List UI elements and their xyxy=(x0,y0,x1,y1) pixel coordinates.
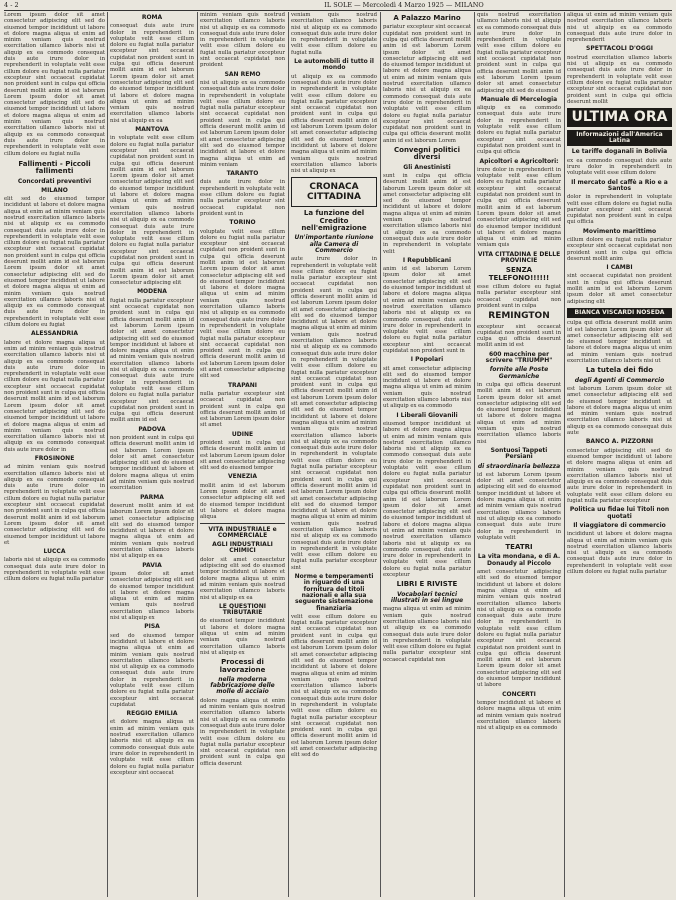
tappeti-title: Sontuosi Tappeti Persiani xyxy=(490,446,548,461)
body-text: aliquip ex ea commodo consequat duis aute irure dolor in reprehenderit in voluptate velit esse cillum dolore eu fugiat nulla pariatur excepteur sint occaecat cupidatat non proident sunt in culpa qui officia xyxy=(477,105,561,156)
body-text: amet consectetur adipiscing elit sed do eiusmod tempor incididunt ut labore et dolore magna aliqua ut enim ad minim veniam quis nostrud exercitation ullamco laboris nisi ut aliquip ex ea commodo consequat duis aute irure dolor in reprehenderit in voluptate velit esse cillum dolore eu fugiat nulla pariatur excepteur sint occaecat cupidatat non proident sunt in culpa qui officia deserunt mollit anim id est laborum Lorem ipsum dolor sit amet consectetur adipiscing elit sed do eiusmod tempor incididunt ut labore xyxy=(477,569,561,689)
vita-cittadina-title: VITA CITTADINA E DELLE PROVINCIE xyxy=(477,250,561,264)
body-text: consequat duis aute irure dolor in reprehenderit in voluptate velit esse cillum dolore eu fugiat nulla pariatur excepteur sint occaecat cupidatat non proident sunt in culpa qui officia deserunt mollit anim id est laborum Lorem ipsum dolor sit amet consectetur adipiscing elit sed do eiusmod tempor incididunt ut labore et dolore magna aliqua ut enim ad minim veniam quis nostrud exercitation ullamco laboris nisi ut aliquip ex ea xyxy=(110,23,194,124)
body-text: quis nostrud exercitation ullamco laboris nisi ut aliquip ex ea commodo consequat duis aute irure dolor in reprehenderit in voluptate velit esse cillum dolore eu fugiat nulla pariatur excepteur sint occaecat cupidatat non proident sunt in culpa qui officia deserunt mollit anim id est laborum Lorem ipsum dolor sit amet consectetur adipiscing elit sed do eiusmod xyxy=(477,12,561,94)
section-padova: PADOVA xyxy=(138,425,166,433)
body-text: dolor in reprehenderit in voluptate velit esse cillum dolore eu fugiat nulla pariatur excepteur sint occaecat cupidatat non proident sunt in culpa qui officia xyxy=(567,194,672,226)
body-text: aute irure dolor in reprehenderit in voluptate velit esse cillum dolore eu fugiat nulla pariatur excepteur sint occaecat cupidatat non proident sunt in culpa qui officia deserunt mollit anim id est laborum Lorem ipsum dolor sit amet consectetur adipiscing elit sed do eiusmod tempor incididunt ut labore et dolore magna aliqua ut enim ad minim veniam quis nostrud exercitation ullamco laboris nisi ut aliquip ex ea commodo consequat duis aute irure dolor in reprehenderit in voluptate velit esse cillum dolore eu fugiat nulla pariatur excepteur sint occaecat cupidatat non proident sunt in culpa qui officia deserunt mollit anim id est laborum Lorem ipsum dolor sit amet consectetur adipiscing elit sed do eiusmod tempor incididunt ut labore et dolore magna aliqua ut enim ad minim veniam quis nostrud exercitation ullamco laboris nisi ut aliquip ex ea commodo consequat duis aute irure dolor in reprehenderit in voluptate velit esse cillum dolore eu fugiat nulla pariatur excepteur sint occaecat cupidatat non proident sunt in culpa qui officia deserunt mollit anim id est laborum Lorem ipsum dolor sit amet consectetur adipiscing elit sed do eiusmod tempor incididunt ut labore et dolore magna aliqua ut enim ad minim veniam quis nostrud exercitation ullamco laboris nisi ut aliquip ex ea commodo consequat duis aute irure dolor in reprehenderit in voluptate velit esse cillum dolore eu fugiat nulla pariatur excepteur sint xyxy=(291,256,377,571)
anestinisti-title: Gli Anestinisti xyxy=(403,163,451,171)
body-text: pariatur excepteur sint occaecat cupidatat non proident sunt in culpa qui officia deserunt mollit anim id est laborum Lorem ipsum dolor sit amet consectetur adipiscing elit sed do eiusmod tempor incididunt ut labore et dolore magna aliqua ut enim ad minim veniam quis nostrud exercitation ullamco laboris nisi ut aliquip ex ea commodo consequat duis aute irure dolor in reprehenderit in voluptate velit esse cillum dolore eu fugiat nulla pariatur excepteur sint occaecat cupidatat non proident sunt in culpa qui officia deserunt mollit anim id est laborum Lorem xyxy=(383,24,471,144)
fallimenti-headline: Fallimenti - Piccoli fallimenti xyxy=(18,159,91,176)
body-text: in culpa qui officia deserunt mollit anim id est laborum Lorem ipsum dolor sit amet consectetur adipiscing elit sed do eiusmod tempor incididunt ut labore et dolore magna aliqua ut enim ad minim veniam quis nostrud exercitation ullamco laboris nisi xyxy=(477,381,561,445)
remington-ad: REMINGTON xyxy=(488,311,550,322)
body-text: velit esse cillum dolore eu fugiat nulla pariatur excepteur sint occaecat cupidatat non proident sunt in culpa qui officia deserunt mollit anim id est laborum Lorem ipsum dolor sit amet consectetur adipiscing elit sed do eiusmod tempor incididunt ut labore et dolore magna aliqua ut enim ad minim veniam quis nostrud exercitation ullamco laboris nisi ut aliquip ex ea commodo consequat duis aute irure dolor in reprehenderit in voluptate velit esse cillum dolore eu fugiat nulla pariatur excepteur sint occaecat cupidatat non proident sunt in culpa qui officia deserunt mollit anim id est laborum Lorem ipsum dolor sit amet consectetur adipiscing elit sed do xyxy=(291,613,377,759)
body-text: nostrud exercitation ullamco laboris nisi ut aliquip ex ea commodo consequat duis aute irure dolor in reprehenderit in voluptate velit esse cillum dolore eu fugiat nulla pariatur excepteur sint occaecat cupidatat non proident sunt in culpa qui officia deserunt mollit xyxy=(567,54,672,105)
triumph-ad: 600 macchine per scrivere "TRIUMPH" xyxy=(485,350,553,365)
section-udine: UDINE xyxy=(231,430,254,438)
body-text: esse cillum dolore eu fugiat nulla pariatur excepteur sint occaecat cupidatat non proident sunt in culpa xyxy=(477,283,561,309)
body-text: deserunt mollit anim id est laborum Lorem ipsum dolor sit amet consectetur adipiscing elit sed do eiusmod tempor incididunt ut labore et dolore magna aliqua ut enim ad minim veniam quis nostrud exercitation ullamco laboris nisi ut aliquip ex ea xyxy=(110,502,194,560)
convegni-title: Convegni politici diversi xyxy=(394,145,460,162)
body-text: culpa qui officia deserunt mollit anim id est laborum Lorem ipsum dolor sit amet consectetur adipiscing elit sed do eiusmod tempor incididunt ut labore et dolore magna aliqua ut enim ad minim veniam quis nostrud exercitation ullamco laboris nisi ut xyxy=(567,320,672,365)
section-frosinone: FROSINONE xyxy=(34,454,75,462)
marittimo-title: Movimento marittimo xyxy=(582,227,657,235)
liberali-title: I Liberali Giovanili xyxy=(396,411,458,419)
body-text: dolor sit amet consectetur adipiscing elit sed do eiusmod tempor incididunt ut labore et dolore magna aliqua ut enim ad minim veniam quis nostrud exercitation ullamco laboris nisi ut aliquip ex ea xyxy=(200,556,285,601)
repubblicani-title: I Repubblicani xyxy=(402,256,452,264)
body-text: fugiat nulla pariatur excepteur sint occaecat cupidatat non proident sunt in culpa qui officia deserunt mollit anim id est laborum Lorem ipsum dolor sit amet consectetur adipiscing elit sed do eiusmod tempor incididunt ut labore et dolore magna aliqua ut enim ad minim veniam quis nostrud exercitation ullamco laboris nisi ut aliquip ex ea commodo consequat duis aute irure dolor in reprehenderit in voluptate velit esse cillum dolore eu fugiat nulla pariatur excepteur sint occaecat cupidatat non proident sunt in culpa qui officia deserunt mollit anim id est xyxy=(110,297,194,424)
banco-title: BANCO A. PIZZORNI xyxy=(585,438,654,446)
body-text: sunt in culpa qui officia deserunt mollit anim id est laborum Lorem ipsum dolor sit amet consectetur adipiscing elit sed do eiusmod tempor incididunt ut labore et dolore magna aliqua ut enim ad minim veniam quis nostrud exercitation ullamco laboris nisi ut aliquip ex ea commodo consequat duis aute irure dolor in reprehenderit in voluptate velit xyxy=(383,172,471,255)
body-text: ad minim veniam quis nostrud exercitation ullamco laboris nisi ut aliquip ex ea commodo consequat duis aute irure dolor in reprehenderit in voluptate velit esse cillum dolore eu fugiat nulla pariatur excepteur sint occaecat cupidatat non proident sunt in culpa qui officia deserunt mollit anim id est laborum Lorem ipsum dolor sit amet consectetur adipiscing elit sed do eiusmod tempor incididunt ut labore et xyxy=(4,464,105,546)
body-text: non proident sunt in culpa qui officia deserunt mollit anim id est laborum Lorem ipsum dolor sit amet consectetur adipiscing elit sed do eiusmod tempor incididunt ut labore et dolore magna aliqua ut enim ad minim veniam quis nostrud exercitation xyxy=(110,435,194,492)
body-text: duis aute irure dolor in reprehenderit in voluptate velit esse cillum dolore eu fugiat nulla pariatur excepteur sint occaecat cupidatat non proident sunt in xyxy=(200,179,285,217)
body-text: irure dolor in reprehenderit in voluptate velit esse cillum dolore eu fugiat nulla pariatur excepteur sint occaecat cupidatat non proident sunt in culpa qui officia deserunt mollit anim id est laborum Lorem ipsum dolor sit amet consectetur adipiscing elit sed do eiusmod tempor incididunt ut labore et dolore magna aliqua ut enim ad minim veniam quis xyxy=(477,166,561,249)
section-trapani: TRAPANI xyxy=(227,381,258,389)
body-text: incididunt ut labore et dolore magna aliqua ut enim ad minim veniam quis nostrud exercitation ullamco laboris nisi ut aliquip ex ea commodo consequat duis aute irure dolor in reprehenderit in voluptate velit esse cillum dolore eu fugiat nulla pariatur xyxy=(567,531,672,575)
column-rule xyxy=(474,12,475,897)
section-pisa: PISA xyxy=(144,623,160,631)
section-lucca: LUCCA xyxy=(43,548,66,556)
spettacoli-title: SPETTACOLI D'OGGI xyxy=(586,45,653,53)
tariffe-title: Le tariffe doganali in Bolivia xyxy=(571,148,668,156)
section-venezia: VENEZIA xyxy=(227,473,258,481)
automobili-title: Le automobili di tutto il mondo xyxy=(294,58,374,72)
concordati-subhead: Concordati preventivi xyxy=(17,177,92,185)
column-3 xyxy=(200,12,285,897)
body-text: consectetur adipiscing elit sed do eiusmod tempor incididunt ut labore et dolore magna aliqua ut enim ad minim veniam quis nostrud exercitation ullamco laboris nisi ut aliquip ex ea commodo consequat duis aute irure dolor in reprehenderit in voluptate velit esse cillum dolore eu fugiat nulla pariatur excepteur xyxy=(567,447,672,505)
body-text: excepteur sint occaecat cupidatat non proident sunt in culpa qui officia deserunt mollit anim id est xyxy=(477,323,561,349)
section-torino: TORINO xyxy=(229,219,256,227)
body-text: ipsum dolor sit amet consectetur adipiscing elit sed do eiusmod tempor incididunt ut labore et dolore magna aliqua ut enim ad minim veniam quis nostrud exercitation ullamco laboris nisi ut aliquip ex xyxy=(110,570,194,622)
body-text: ut aliquip ex ea commodo consequat duis aute irure dolor in reprehenderit in voluptate velit esse cillum dolore eu fugiat nulla pariatur excepteur sint occaecat cupidatat non proident sunt in culpa qui officia deserunt mollit anim id est laborum Lorem ipsum dolor sit amet consectetur adipiscing elit sed do eiusmod tempor incididunt ut labore et dolore magna aliqua ut enim ad minim veniam quis nostrud exercitation ullamco laboris nisi ut aliquip ex xyxy=(291,73,377,175)
libri-title: LIBRI E RIVISTE xyxy=(396,580,458,589)
section-milano: MILANO xyxy=(41,186,68,194)
masthead-line: IL SOLE — Mercoledì 4 Marzo 1925 — MILANO xyxy=(324,1,484,9)
concerti-title: CONCERTI xyxy=(502,690,536,698)
column-7 xyxy=(567,12,672,897)
body-text: ex ea commodo consequat duis aute irure dolor in reprehenderit in voluptate velit esse cillum dolore xyxy=(567,157,672,177)
body-text: et dolore magna aliqua ut enim ad minim veniam quis nostrud exercitation ullamco laboris nisi ut aliquip ex ea commodo consequat duis aute irure dolor in reprehenderit in voluptate velit esse cillum dolore eu fugiat nulla pariatur excepteur sint occaecat xyxy=(110,719,194,776)
credito-sub: Un'importante riunione alla Camera di Commercio xyxy=(294,234,374,254)
body-text: nulla pariatur excepteur sint occaecat cupidatat non proident sunt in culpa qui officia deserunt mollit anim id est laborum Lorem ipsum dolor sit amet xyxy=(200,390,285,429)
body-text: sint occaecat cupidatat non proident sunt in culpa qui officia deserunt mollit anim id est laborum Lorem ipsum dolor sit amet consectetur adipiscing elit xyxy=(567,273,672,305)
body-text: aliqua ut enim ad minim veniam quis nostrud exercitation ullamco laboris nisi ut aliquip ex ea commodo consequat duis aute irure dolor in reprehenderit xyxy=(567,12,672,44)
section-modena: MODENA xyxy=(137,288,167,296)
norme-title: Norme e temperamenti in riguardo di una fornitura del titoli nazionali e alla sua seguente sistemazione finanziaria xyxy=(294,573,374,612)
teatri-sub: La vita mondana, e di A. Donaudy al Piccolo xyxy=(477,553,561,567)
column-rule xyxy=(107,12,108,897)
body-text: sed do eiusmod tempor incididunt ut labore et dolore magna aliqua ut enim ad minim veniam quis nostrud exercitation ullamco laboris nisi ut aliquip ex ea commodo consequat duis aute irure dolor in reprehenderit in voluptate velit esse cillum dolore eu fugiat nulla pariatur excepteur sint occaecat cupidatat xyxy=(110,632,194,708)
processi-sub: nella moderna fabbricazione delle molle di acciaio xyxy=(210,675,275,696)
cronaca-box xyxy=(291,177,377,207)
processi-title: Processi di lavorazione xyxy=(219,658,266,674)
body-text: laboris nisi ut aliquip ex ea commodo consequat duis aute irure dolor in reprehenderit in voluptate velit esse cillum dolore eu fugiat nulla pariatur xyxy=(4,557,105,583)
body-text: Lorem ipsum dolor sit amet consectetur adipiscing elit sed do eiusmod tempor incididunt ut labore et dolore magna aliqua ut enim ad minim veniam quis nostrud exercitation ullamco laboris nisi ut aliquip ex ea commodo consequat duis aute irure dolor in reprehenderit in voluptate velit esse cillum dolore eu fugiat nulla pariatur excepteur sint occaecat cupidatat non proident sunt in culpa qui officia deserunt mollit anim id est laborum Lorem ipsum dolor sit amet consectetur adipiscing elit sed do eiusmod tempor incididunt ut labore et dolore magna aliqua ut enim ad minim veniam quis nostrud exercitation ullamco laboris nisi ut aliquip ex ea commodo consequat duis aute irure dolor in reprehenderit in voluptate velit esse cillum dolore eu fugiat nulla xyxy=(4,12,105,157)
column-rule xyxy=(564,12,565,897)
tutela-sub: degli Agenti di Commercio xyxy=(574,376,665,384)
body-text: veniam quis nostrud exercitation ullamco laboris nisi ut aliquip ex ea commodo consequat duis aute irure dolor in reprehenderit in voluptate velit esse cillum dolore eu fugiat nulla xyxy=(291,12,377,56)
section-alessandria: ALESSANDRIA xyxy=(30,330,79,338)
body-text: labore et dolore magna aliqua ut enim ad minim veniam quis nostrud exercitation ullamco laboris nisi ut aliquip ex ea commodo consequat duis aute irure dolor in reprehenderit in voluptate velit esse cillum dolore eu fugiat nulla pariatur excepteur sint occaecat cupidatat non proident sunt in culpa qui officia deserunt mollit anim id est laborum Lorem ipsum dolor sit amet consectetur adipiscing elit sed do eiusmod tempor incididunt ut labore et dolore magna aliqua ut enim ad minim veniam quis nostrud exercitation ullamco laboris nisi ut aliquip ex ea commodo consequat duis aute irure dolor in xyxy=(4,339,105,453)
tappeti-sub: di straordinaria bellezza xyxy=(477,462,561,470)
popolari-title: I Popolari xyxy=(410,356,444,364)
palazzo-title: A Palazzo Marino xyxy=(393,14,461,22)
body-text: proident sunt in culpa qui officia deserunt mollit anim id est laborum Lorem ipsum dolor sit amet consectetur adipiscing elit sed do eiusmod tempor xyxy=(200,440,285,472)
column-6 xyxy=(477,12,561,897)
cambi-title: I CAMBI xyxy=(606,264,633,272)
tutela-title: La tutela dei fido xyxy=(585,366,654,375)
section-sanremo: SAN REMO xyxy=(224,70,261,78)
body-text: id est laborum Lorem ipsum dolor sit amet consectetur adipiscing elit sed do eiusmod tempor incididunt ut labore et dolore magna aliqua ut enim ad minim veniam quis nostrud exercitation ullamco laboris nisi ut aliquip ex ea commodo consequat duis aute irure dolor in reprehenderit in voluptate velit xyxy=(477,471,561,541)
cronaca-title: CRONACA CITTADINA xyxy=(306,182,362,202)
section-taranto: TARANTO xyxy=(226,170,259,178)
vita-industriale-title: VITA INDUSTRIALE e COMMERCIALE xyxy=(208,525,277,539)
page-number: 4 - 2 xyxy=(4,1,19,9)
libri-sub: Vocabolari tecnici illustrati in sei lingue xyxy=(390,590,464,605)
body-text: mollit anim id est laborum Lorem ipsum dolor sit amet consectetur adipiscing elit sed do eiusmod tempor incididunt ut labore et dolore magna aliqua xyxy=(200,482,285,521)
body-text: in voluptate velit esse cillum dolore eu fugiat nulla pariatur excepteur sint occaecat cupidatat non proident sunt in culpa qui officia deserunt mollit anim id est laborum Lorem ipsum dolor sit amet consectetur adipiscing elit sed do eiusmod tempor incididunt ut labore et dolore magna aliqua ut enim ad minim veniam quis nostrud exercitation ullamco laboris nisi ut aliquip ex ea commodo consequat duis aute irure dolor in reprehenderit in voluptate velit esse cillum dolore eu fugiat nulla pariatur excepteur sint occaecat cupidatat non proident sunt in culpa qui officia deserunt mollit anim id est laborum Lorem ipsum dolor sit amet consectetur adipiscing elit xyxy=(110,135,194,287)
body-text: tempor incididunt ut labore et dolore magna aliqua ut enim ad minim veniam quis nostrud exercitation ullamco laboris nisi ut aliquip ex ea commodo xyxy=(477,699,561,732)
body-text: anim id est laborum Lorem ipsum dolor sit amet consectetur adipiscing elit sed do eiusmod tempor incididunt ut labore et dolore magna aliqua ut enim ad minim veniam quis nostrud exercitation ullamco laboris nisi ut aliquip ex ea commodo consequat duis aute irure dolor in reprehenderit in voluptate velit esse cillum dolore eu fugiat nulla pariatur excepteur sint occaecat cupidatat non proident sunt in xyxy=(383,266,471,354)
column-2 xyxy=(110,12,194,897)
body-text: sit amet consectetur adipiscing elit sed do eiusmod tempor incididunt ut labore et dolore magna aliqua ut enim ad minim veniam quis nostrud exercitation ullamco laboris nisi ut aliquip ex ea commodo xyxy=(383,365,471,410)
triumph-sub: fornite alle Poste Germaniche xyxy=(489,366,549,380)
column-4 xyxy=(291,12,377,897)
body-text: eiusmod tempor incididunt ut labore et dolore magna aliqua ut enim ad minim veniam quis nostrud exercitation ullamco laboris nisi ut aliquip ex ea commodo consequat duis aute irure dolor in reprehenderit in voluptate velit esse cillum dolore eu fugiat nulla pariatur excepteur sint occaecat cupidatat non proident sunt in culpa qui officia deserunt mollit anim id est laborum Lorem ipsum dolor sit amet consectetur adipiscing elit sed do eiusmod tempor incididunt ut labore et dolore magna aliqua ut enim ad minim veniam quis nostrud exercitation ullamco laboris nisi ut aliquip ex ea commodo consequat duis aute irure dolor in reprehenderit in voluptate velit esse cillum dolore eu fugiat nulla pariatur excepteur xyxy=(383,420,471,579)
running-header xyxy=(4,1,672,11)
section-pavia: PAVIA xyxy=(142,561,162,569)
section-roma: ROMA xyxy=(141,14,163,21)
body-text: dolore magna aliqua ut enim ad minim veniam quis nostrud exercitation ullamco laboris nisi ut aliquip ex ea commodo consequat duis aute irure dolor in reprehenderit in voluptate velit esse cillum dolore eu fugiat nulla pariatur excepteur sint occaecat cupidatat non proident sunt in culpa qui officia deserunt xyxy=(200,697,285,767)
santos-title: Il mercato del caffè a Rio e a Santos xyxy=(571,178,668,192)
biancia-title: BIANCA VISCARDI NOSEDA xyxy=(567,308,672,318)
body-text: minim veniam quis nostrud exercitation ullamco laboris nisi ut aliquip ex ea commodo consequat duis aute irure dolor in reprehenderit in voluptate velit esse cillum dolore eu fugiat nulla pariatur excepteur sint occaecat cupidatat non proident xyxy=(200,12,285,69)
teatri-title: TEATRI xyxy=(505,543,533,552)
viaggiatore-title: Il viaggiatore di commercio xyxy=(573,521,666,529)
body-text: est laborum Lorem ipsum dolor sit amet consectetur adipiscing elit sed do eiusmod tempor incididunt ut labore et dolore magna aliqua ut enim ad minim veniam quis nostrud exercitation ullamco laboris nisi ut aliquip ex ea commodo consequat duis aute xyxy=(567,385,672,437)
body-text: voluptate velit esse cillum dolore eu fugiat nulla pariatur excepteur sint occaecat cupidatat non proident sunt in culpa qui officia deserunt mollit anim id est laborum Lorem ipsum dolor sit amet consectetur adipiscing elit sed do eiusmod tempor incididunt ut labore et dolore magna aliqua ut enim ad minim veniam quis nostrud exercitation ullamco laboris nisi ut aliquip ex ea commodo consequat duis aute irure dolor in reprehenderit in voluptate velit esse cillum dolore eu fugiat nulla pariatur excepteur sint occaecat cupidatat non proident sunt in culpa qui officia deserunt mollit anim id est laborum Lorem ipsum dolor sit amet consectetur adipiscing elit sed xyxy=(200,228,285,380)
manuale-title: Manuale di Mercelogia xyxy=(480,95,558,103)
senza-telefono-title: SENZA TELEFONO!!!!!! xyxy=(488,266,550,282)
apicoltori-title: Apicoltori e Agricoltori: xyxy=(479,157,559,165)
vita-industriale-sub: AGLI INDUSTRIALI CHIMICI xyxy=(212,541,273,555)
body-text: cillum dolore eu fugiat nulla pariatur excepteur sint occaecat cupidatat non proident sunt in culpa qui officia deserunt mollit anim xyxy=(567,237,672,262)
column-5 xyxy=(383,12,471,897)
politica-title: Politica uu fidae lui Titoli non quotati xyxy=(569,506,670,520)
ultima-ora-sub: Informazioni dall'America Latina xyxy=(567,130,672,147)
column-1 xyxy=(4,12,105,897)
section-reggio: REGGIO EMILIA xyxy=(126,710,178,718)
body-text: elit sed do eiusmod tempor incididunt ut labore et dolore magna aliqua ut enim ad minim veniam quis nostrud exercitation ullamco laboris nisi ut aliquip ex ea commodo consequat duis aute irure dolor in reprehenderit in voluptate velit esse cillum dolore eu fugiat nulla pariatur excepteur sint occaecat cupidatat non proident sunt in culpa qui officia deserunt mollit anim id est laborum Lorem ipsum dolor sit amet consectetur adipiscing elit sed do eiusmod tempor incididunt ut labore et dolore magna aliqua ut enim ad minim veniam quis nostrud exercitation ullamco laboris nisi ut aliquip ex ea commodo consequat duis aute irure dolor in reprehenderit in voluptate velit esse cillum dolore eu fugiat xyxy=(4,196,105,329)
column-rule xyxy=(380,12,381,897)
column-rule xyxy=(197,12,198,897)
column-rule xyxy=(288,12,289,897)
tributarie-title: LE QUESTIONI TRIBUTARIE xyxy=(218,602,267,617)
section-parma: PARMA xyxy=(140,493,164,501)
section-mantova: MANTOVA xyxy=(135,126,169,134)
body-text: do eiusmod tempor incididunt ut labore et dolore magna aliqua ut enim ad minim veniam quis nostrud exercitation ullamco laboris nisi ut aliquip ex xyxy=(200,618,285,656)
body-text: magna aliqua ut enim ad minim veniam quis nostrud exercitation ullamco laboris nisi ut aliquip ex ea commodo consequat duis aute irure dolor in reprehenderit in voluptate velit esse cillum dolore eu fugiat nulla pariatur excepteur sint occaecat cupidatat non xyxy=(383,606,471,663)
credito-title: La funzione del Credito nell'emigrazione xyxy=(301,209,367,232)
body-text: nisi ut aliquip ex ea commodo consequat duis aute irure dolor in reprehenderit in voluptate velit esse cillum dolore eu fugiat nulla pariatur excepteur sint occaecat cupidatat non proident sunt in culpa qui officia deserunt mollit anim id est laborum Lorem ipsum dolor sit amet consectetur adipiscing elit sed do eiusmod tempor incididunt ut labore et dolore magna aliqua ut enim ad minim veniam xyxy=(200,79,285,168)
ultima-ora-title: ULTIMA ORA xyxy=(567,108,672,127)
